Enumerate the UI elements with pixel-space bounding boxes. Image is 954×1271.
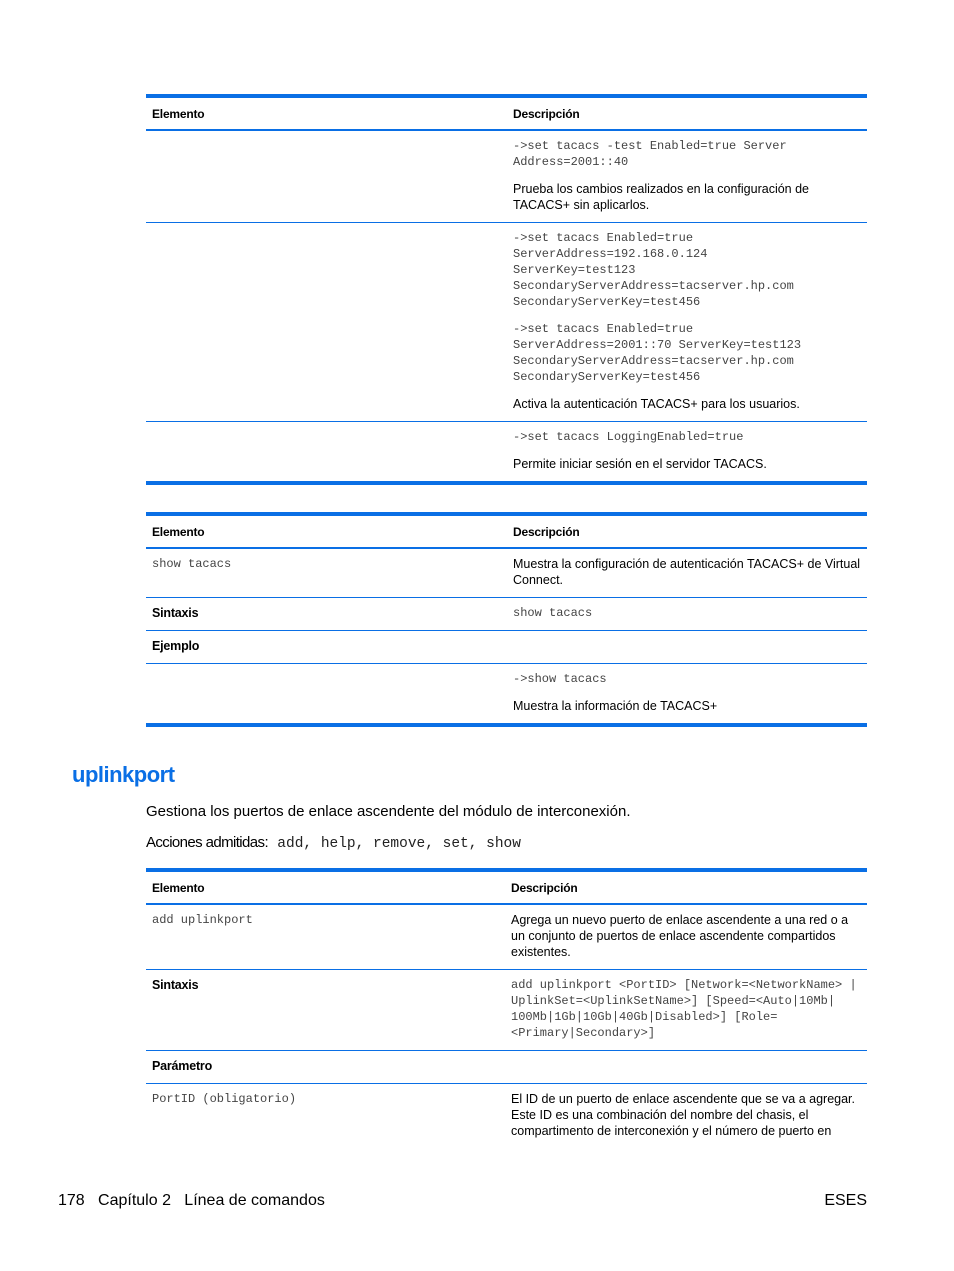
code-example: ->set tacacs LoggingEnabled=true — [513, 430, 744, 444]
section-title: uplinkport — [72, 762, 175, 787]
example-description: Activa la autenticación TACACS+ para los usuarios. — [513, 397, 800, 411]
table-row — [146, 130, 867, 223]
header-descripcion: Descripción — [507, 514, 867, 548]
table-cell — [507, 664, 867, 726]
uplinkport-table — [146, 868, 867, 1148]
footer-page-chapter: 178 Capítulo 2 Línea de comandos — [58, 1192, 325, 1209]
parameter-description: El ID de un puerto de enlace ascendente que se va a agregar. Este ID es una combinación del nombre del chasis, el compartimento de interconexión y el número de puerto en — [511, 1092, 855, 1138]
table-row — [146, 422, 867, 484]
example-description: Prueba los cambios realizados en la configuración de TACACS+ sin aplicarlos. — [513, 182, 810, 212]
table-cell — [505, 970, 867, 1051]
code-example: ->set tacacs -test Enabled=true Server Address=2001::40 — [513, 139, 794, 169]
syntax-label: Sintaxis — [146, 598, 507, 631]
table-cell — [507, 422, 867, 484]
command-description: Agrega un nuevo puerto de enlace ascendente a una red o a un conjunto de puertos de enlace ascendente compartidos existentes. — [511, 913, 849, 959]
syntax-code: add uplinkport <PortID> [Network=<NetworkName> | UplinkSet=<UplinkSetName>] [Speed=<Auto|10Mb| 100Mb|1Gb|10Gb|40Gb|Disabled>] [Role=<Primary|Secondary>] — [511, 978, 864, 1040]
table-row — [146, 904, 867, 970]
table-cell-empty — [146, 664, 507, 726]
example-label: Ejemplo — [146, 631, 507, 664]
table-row — [146, 598, 867, 631]
table-cell — [507, 223, 867, 422]
actions-values: add, help, remove, set, show — [268, 836, 521, 852]
section-intro: Gestiona los puertos de enlace ascendente del módulo de interconexión. — [146, 803, 631, 820]
code-example: ->set tacacs Enabled=true ServerAddress=2001::70 ServerKey=test123 SecondaryServerAddress=tacserver.hp.com SecondaryServerKey=test456 — [513, 322, 809, 384]
code-example: ->set tacacs Enabled=true ServerAddress=192.168.0.124 ServerKey=test123 SecondaryServerAddress=tacserver.hp.com SecondaryServerKey=test456 — [513, 231, 802, 309]
table-cell — [146, 548, 507, 598]
table-row — [146, 970, 867, 1051]
command-name: add uplinkport — [152, 913, 253, 927]
table-cell — [505, 904, 867, 970]
supported-actions — [146, 834, 521, 852]
table-cell — [505, 1084, 867, 1149]
table-header-row — [146, 96, 867, 130]
actions-label: Acciones admitidas — [146, 834, 265, 851]
table-cell-empty — [505, 1051, 867, 1084]
table-row — [146, 1051, 867, 1084]
table-row — [146, 1084, 867, 1149]
table-cell — [507, 598, 867, 631]
table-cell-empty — [146, 223, 507, 422]
syntax-label: Sintaxis — [146, 970, 505, 1051]
header-elemento: Elemento — [146, 96, 507, 130]
table-cell-empty — [146, 130, 507, 223]
parameter-name: PortID (obligatorio) — [152, 1092, 297, 1106]
show-tacacs-table — [146, 512, 867, 727]
example-description: Permite iniciar sesión en el servidor TACACS. — [513, 457, 767, 471]
table-row — [146, 631, 867, 664]
example-description: Muestra la información de TACACS+ — [513, 699, 718, 713]
table-header-row — [146, 870, 867, 904]
command-name: show tacacs — [152, 557, 232, 571]
table-cell — [507, 548, 867, 598]
table-row — [146, 223, 867, 422]
header-descripcion: Descripción — [505, 870, 867, 904]
table-header-row — [146, 514, 867, 548]
header-elemento: Elemento — [146, 514, 507, 548]
table-cell-empty — [146, 422, 507, 484]
table-row — [146, 548, 867, 598]
code-example: ->show tacacs — [513, 672, 607, 686]
syntax-code: show tacacs — [513, 606, 593, 620]
footer-locale: ESES — [824, 1192, 867, 1209]
parameter-label: Parámetro — [146, 1051, 505, 1084]
table-cell-empty — [507, 631, 867, 664]
table-cell — [146, 904, 505, 970]
table-row — [146, 664, 867, 726]
header-elemento: Elemento — [146, 870, 505, 904]
command-description: Muestra la configuración de autenticación TACACS+ de Virtual Connect. — [513, 557, 861, 587]
actions-separator: : — [264, 834, 269, 851]
header-descripcion: Descripción — [507, 96, 867, 130]
tacacs-examples-table — [146, 94, 867, 485]
table-cell — [146, 1084, 505, 1149]
table-cell — [507, 130, 867, 223]
